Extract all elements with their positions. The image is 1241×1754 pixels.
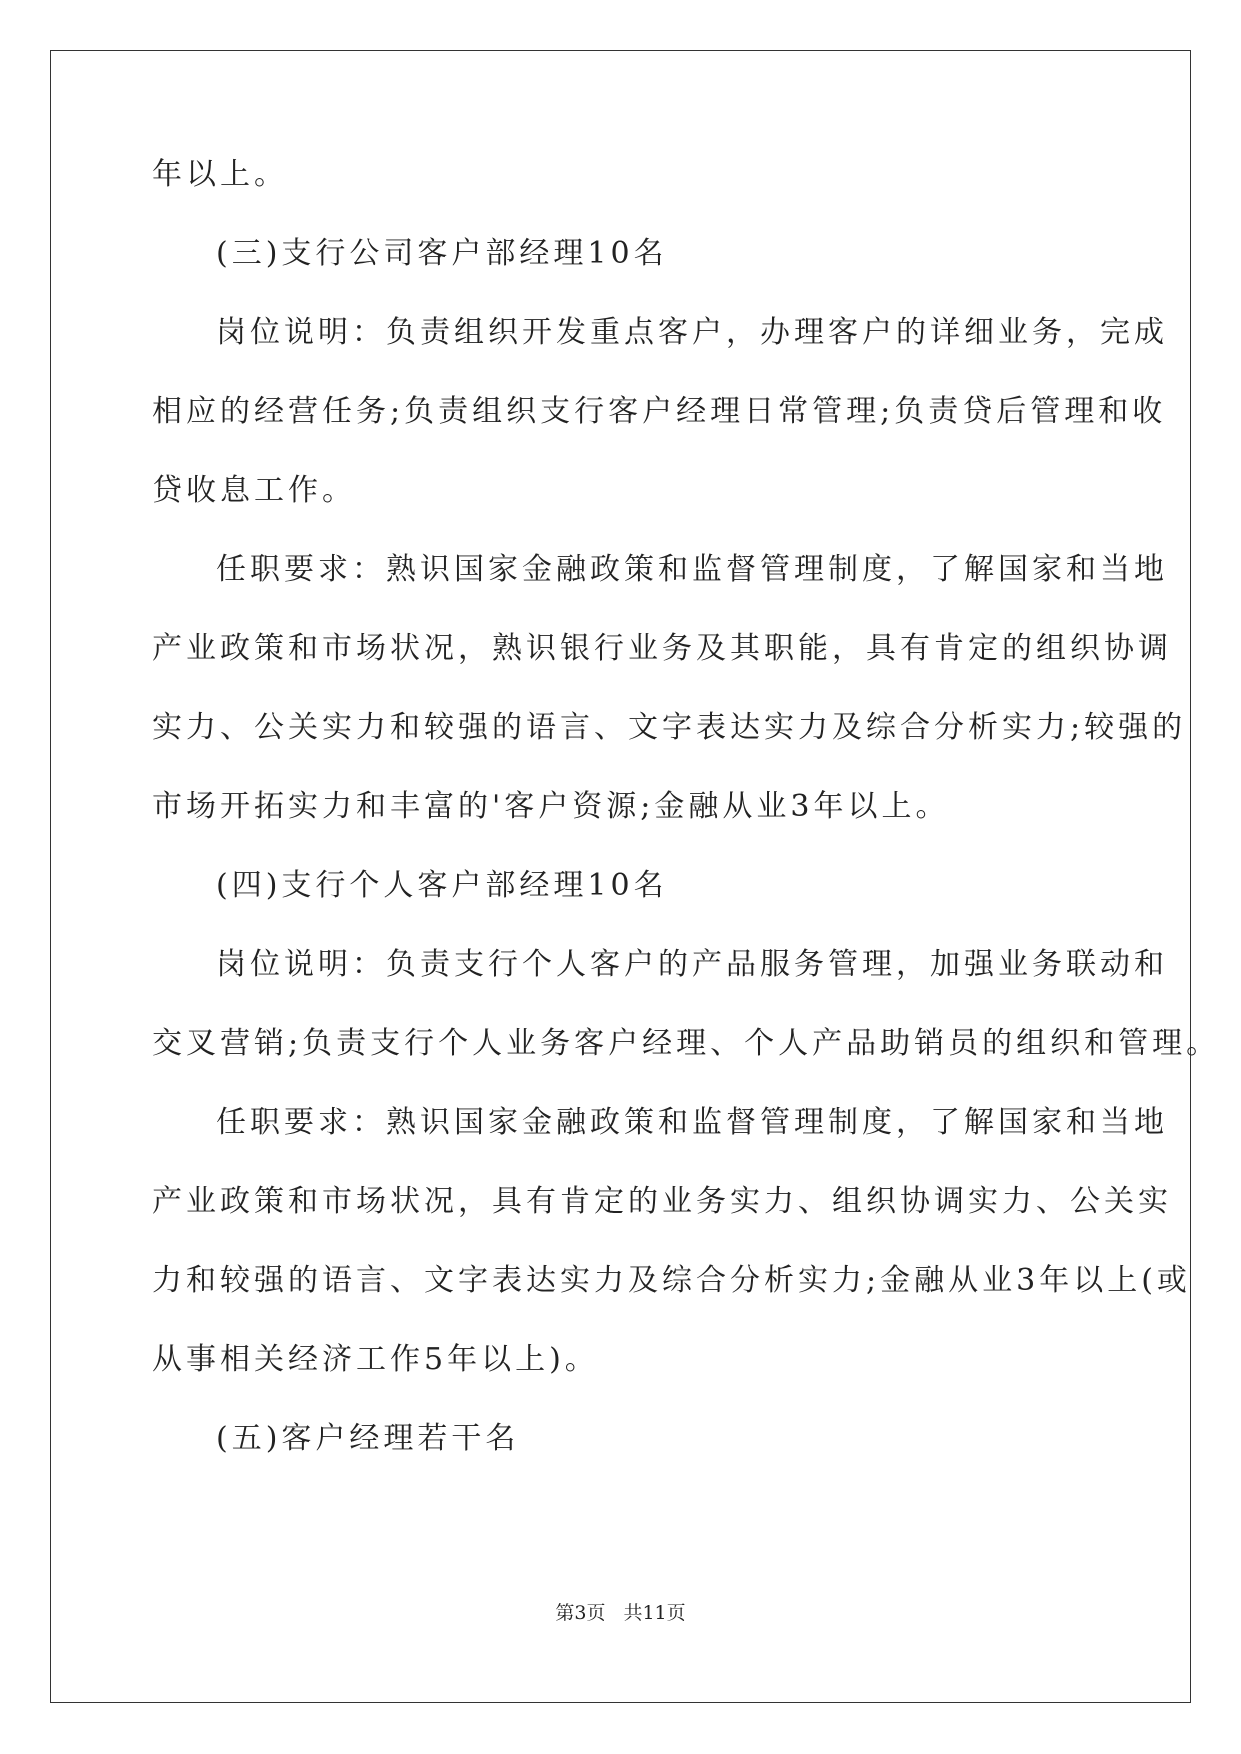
page-number: 第3页 [555,1602,606,1624]
text-line: 交叉营销;负责支行个人业务客户经理、个人产品助销员的组织和管理。 [152,1026,1221,1061]
text-line: 任职要求：熟识国家金融政策和监督管理制度，了解国家和当地 [216,552,1168,587]
text-line: 年以上。 [152,157,288,192]
text-line: 相应的经营任务;负责组织支行客户经理日常管理;负责贷后管理和收 [152,394,1167,429]
section-heading: (三)支行公司客户部经理10名 [216,236,668,271]
text-line: 岗位说明：负责组织开发重点客户，办理客户的详细业务，完成 [216,315,1168,350]
text-line: 产业政策和市场状况，具有肯定的业务实力、组织协调实力、公关实 [152,1184,1172,1219]
text-line: 贷收息工作。 [152,473,356,508]
text-line: 任职要求：熟识国家金融政策和监督管理制度，了解国家和当地 [216,1105,1168,1140]
page-total: 共11页 [623,1602,686,1624]
document-body [152,155,1221,1498]
text-line: 岗位说明：负责支行个人客户的产品服务管理，加强业务联动和 [216,947,1168,982]
text-line: 从事相关经济工作5年以上)。 [152,1342,599,1377]
text-line: 产业政策和市场状况，熟识银行业务及其职能，具有肯定的组织协调 [152,631,1172,666]
section-heading: (五)客户经理若干名 [216,1421,520,1456]
text-line: 实力、公关实力和较强的语言、文字表达实力及综合分析实力;较强的 [152,710,1187,745]
text-line: 市场开拓实力和丰富的'客户资源;金融从业3年以上。 [152,789,950,824]
section-heading: (四)支行个人客户部经理10名 [216,868,668,903]
page-footer [0,1598,1241,1625]
text-line: 力和较强的语言、文字表达实力及综合分析实力;金融从业3年以上(或 [152,1263,1191,1298]
